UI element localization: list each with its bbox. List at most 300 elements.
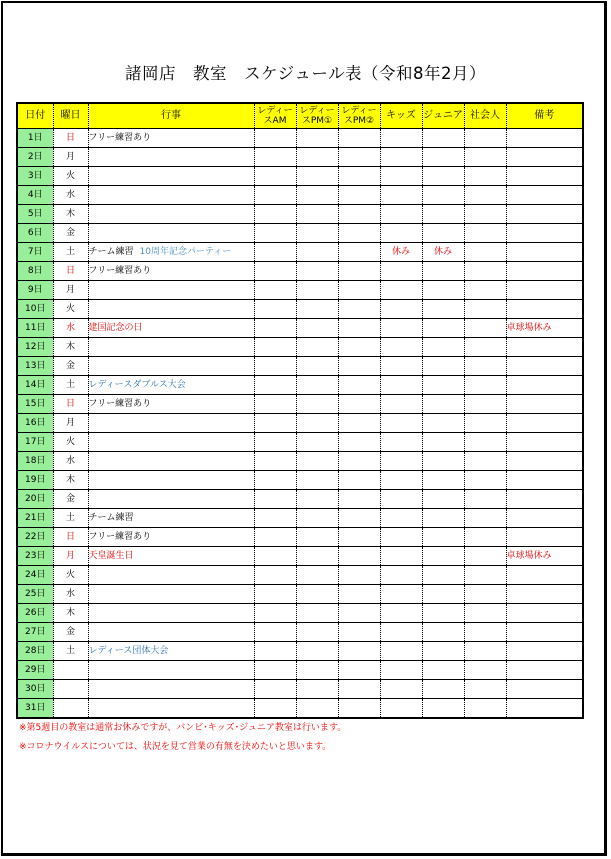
cell-ladies-pm1 <box>296 129 338 148</box>
cell-dow <box>53 661 88 680</box>
cell-junior <box>422 471 464 490</box>
table-row <box>17 338 583 357</box>
cell-ladies-pm1 <box>296 509 338 528</box>
cell-dow: 土 <box>53 243 88 262</box>
cell-ladies-pm1 <box>296 414 338 433</box>
cell-ladies-pm2 <box>338 205 380 224</box>
cell-note: 卓球場休み <box>506 547 583 566</box>
cell-dow: 金 <box>53 224 88 243</box>
cell-ladies-pm1 <box>296 167 338 186</box>
event-text: レディース団体大会 <box>88 646 169 656</box>
cell-ladies-pm2 <box>338 642 380 661</box>
cell-adult <box>464 547 506 566</box>
cell-note <box>506 224 583 243</box>
cell-ladies-pm1 <box>296 262 338 281</box>
cell-note <box>506 186 583 205</box>
cell-kids <box>380 490 422 509</box>
cell-ladies-am <box>254 452 296 471</box>
header-row <box>17 103 583 129</box>
table-row <box>17 262 583 281</box>
cell-ladies-am <box>254 566 296 585</box>
cell-date: 8日 <box>17 262 53 281</box>
cell-adult <box>464 167 506 186</box>
table-row <box>17 300 583 319</box>
cell-event <box>88 300 254 319</box>
cell-event <box>88 661 254 680</box>
cell-event <box>88 699 254 719</box>
cell-date: 24日 <box>17 566 53 585</box>
cell-event <box>88 528 254 547</box>
cell-event <box>88 547 254 566</box>
cell-event <box>88 680 254 699</box>
cell-event <box>88 452 254 471</box>
cell-dow <box>53 680 88 699</box>
cell-ladies-pm2 <box>338 129 380 148</box>
cell-ladies-am <box>254 699 296 719</box>
cell-ladies-pm1 <box>296 433 338 452</box>
cell-adult <box>464 205 506 224</box>
cell-kids <box>380 262 422 281</box>
cell-junior <box>422 319 464 338</box>
cell-ladies-pm2 <box>338 300 380 319</box>
cell-event <box>88 414 254 433</box>
cell-note <box>506 338 583 357</box>
cell-note <box>506 585 583 604</box>
cell-note <box>506 623 583 642</box>
cell-ladies-pm2 <box>338 262 380 281</box>
table-row <box>17 186 583 205</box>
cell-ladies-am <box>254 186 296 205</box>
header-kids: キッズ <box>380 103 422 129</box>
table-row <box>17 604 583 623</box>
cell-date: 3日 <box>17 167 53 186</box>
table-row <box>17 129 583 148</box>
cell-note <box>506 433 583 452</box>
table-row <box>17 585 583 604</box>
cell-adult <box>464 528 506 547</box>
cell-adult <box>464 300 506 319</box>
cell-dow: 土 <box>53 642 88 661</box>
cell-ladies-pm2 <box>338 319 380 338</box>
cell-ladies-pm2 <box>338 604 380 623</box>
cell-adult <box>464 490 506 509</box>
cell-date: 4日 <box>17 186 53 205</box>
cell-junior <box>422 433 464 452</box>
cell-adult <box>464 243 506 262</box>
cell-date: 22日 <box>17 528 53 547</box>
cell-event <box>88 281 254 300</box>
cell-kids <box>380 129 422 148</box>
cell-ladies-pm1 <box>296 376 338 395</box>
cell-ladies-pm2 <box>338 186 380 205</box>
cell-ladies-am <box>254 623 296 642</box>
table-row <box>17 148 583 167</box>
table-row <box>17 376 583 395</box>
cell-ladies-pm2 <box>338 661 380 680</box>
cell-ladies-am <box>254 281 296 300</box>
cell-kids <box>380 471 422 490</box>
cell-ladies-pm1 <box>296 566 338 585</box>
cell-ladies-am <box>254 433 296 452</box>
cell-date: 23日 <box>17 547 53 566</box>
table-row <box>17 281 583 300</box>
cell-ladies-am <box>254 490 296 509</box>
cell-ladies-pm1 <box>296 547 338 566</box>
cell-event <box>88 148 254 167</box>
cell-junior <box>422 566 464 585</box>
cell-junior <box>422 661 464 680</box>
cell-event <box>88 433 254 452</box>
cell-ladies-pm1 <box>296 281 338 300</box>
cell-event <box>88 205 254 224</box>
cell-date: 15日 <box>17 395 53 414</box>
cell-kids <box>380 357 422 376</box>
cell-junior <box>422 642 464 661</box>
cell-adult <box>464 281 506 300</box>
cell-kids <box>380 509 422 528</box>
table-row <box>17 414 583 433</box>
cell-ladies-pm2 <box>338 585 380 604</box>
cell-ladies-pm1 <box>296 243 338 262</box>
cell-ladies-am <box>254 243 296 262</box>
cell-ladies-pm2 <box>338 224 380 243</box>
cell-adult <box>464 471 506 490</box>
cell-note <box>506 243 583 262</box>
table-row <box>17 395 583 414</box>
cell-adult <box>464 509 506 528</box>
cell-adult <box>464 414 506 433</box>
header-ladies-pm2: レディー スPM② <box>338 103 380 129</box>
cell-event <box>88 224 254 243</box>
cell-junior <box>422 224 464 243</box>
cell-event <box>88 319 254 338</box>
cell-dow: 水 <box>53 319 88 338</box>
cell-adult <box>464 680 506 699</box>
cell-ladies-pm1 <box>296 490 338 509</box>
cell-adult <box>464 566 506 585</box>
cell-note <box>506 604 583 623</box>
table-row <box>17 547 583 566</box>
cell-date: 14日 <box>17 376 53 395</box>
cell-junior: 休み <box>422 243 464 262</box>
table-row <box>17 661 583 680</box>
cell-dow: 金 <box>53 357 88 376</box>
cell-kids <box>380 680 422 699</box>
cell-ladies-am <box>254 129 296 148</box>
cell-ladies-am <box>254 604 296 623</box>
event-text: 建国記念の日 <box>88 323 143 333</box>
cell-dow: 木 <box>53 471 88 490</box>
cell-ladies-pm1 <box>296 623 338 642</box>
cell-date: 18日 <box>17 452 53 471</box>
cell-ladies-pm1 <box>296 319 338 338</box>
cell-ladies-am <box>254 148 296 167</box>
cell-dow: 日 <box>53 129 88 148</box>
table-row <box>17 319 583 338</box>
cell-ladies-pm2 <box>338 528 380 547</box>
cell-date: 20日 <box>17 490 53 509</box>
cell-note <box>506 395 583 414</box>
cell-junior <box>422 262 464 281</box>
cell-date: 11日 <box>17 319 53 338</box>
cell-ladies-am <box>254 300 296 319</box>
cell-kids <box>380 167 422 186</box>
table-row <box>17 224 583 243</box>
cell-adult <box>464 376 506 395</box>
cell-date: 19日 <box>17 471 53 490</box>
cell-junior <box>422 376 464 395</box>
cell-kids <box>380 319 422 338</box>
cell-adult <box>464 395 506 414</box>
cell-dow: 水 <box>53 186 88 205</box>
cell-ladies-am <box>254 167 296 186</box>
cell-junior <box>422 452 464 471</box>
cell-note <box>506 566 583 585</box>
cell-event <box>88 186 254 205</box>
header-ladies-am: レディー スAM <box>254 103 296 129</box>
cell-kids <box>380 642 422 661</box>
cell-dow: 火 <box>53 300 88 319</box>
footnote-corona: ※コロナウイルスについては、状況を見て営業の有無を決めたいと思います。 <box>19 742 332 752</box>
cell-ladies-am <box>254 262 296 281</box>
cell-ladies-pm2 <box>338 167 380 186</box>
cell-ladies-pm2 <box>338 414 380 433</box>
table-row <box>17 205 583 224</box>
cell-date: 26日 <box>17 604 53 623</box>
cell-ladies-am <box>254 376 296 395</box>
cell-junior <box>422 547 464 566</box>
cell-ladies-am <box>254 509 296 528</box>
cell-kids <box>380 547 422 566</box>
cell-ladies-pm1 <box>296 471 338 490</box>
header-note: 備考 <box>506 103 583 129</box>
cell-event <box>88 243 254 262</box>
cell-date: 2日 <box>17 148 53 167</box>
cell-kids <box>380 699 422 719</box>
cell-event <box>88 395 254 414</box>
cell-junior <box>422 623 464 642</box>
cell-ladies-am <box>254 319 296 338</box>
cell-note <box>506 205 583 224</box>
cell-ladies-am <box>254 661 296 680</box>
table-row <box>17 490 583 509</box>
cell-junior <box>422 585 464 604</box>
cell-note <box>506 490 583 509</box>
cell-note <box>506 262 583 281</box>
cell-event <box>88 357 254 376</box>
cell-kids <box>380 585 422 604</box>
event-text: レディースダブルス大会 <box>88 380 186 390</box>
cell-junior <box>422 357 464 376</box>
cell-dow: 日 <box>53 262 88 281</box>
cell-junior <box>422 509 464 528</box>
cell-kids <box>380 566 422 585</box>
cell-note <box>506 376 583 395</box>
cell-adult <box>464 224 506 243</box>
cell-adult <box>464 642 506 661</box>
cell-dow: 月 <box>53 547 88 566</box>
cell-dow: 月 <box>53 414 88 433</box>
cell-date: 9日 <box>17 281 53 300</box>
cell-note: 卓球場休み <box>506 319 583 338</box>
cell-adult <box>464 585 506 604</box>
cell-event <box>88 338 254 357</box>
header-adult: 社会人 <box>464 103 506 129</box>
cell-kids <box>380 205 422 224</box>
cell-ladies-am <box>254 414 296 433</box>
schedule-table <box>16 102 584 719</box>
cell-ladies-pm2 <box>338 433 380 452</box>
cell-ladies-pm2 <box>338 338 380 357</box>
cell-ladies-pm2 <box>338 509 380 528</box>
table-row <box>17 566 583 585</box>
cell-date: 29日 <box>17 661 53 680</box>
event-text: 天皇誕生日 <box>88 551 134 561</box>
cell-junior <box>422 699 464 719</box>
cell-dow: 火 <box>53 433 88 452</box>
table-row <box>17 642 583 661</box>
header-dow: 曜日 <box>53 103 88 129</box>
cell-event <box>88 509 254 528</box>
cell-date: 30日 <box>17 680 53 699</box>
cell-date: 21日 <box>17 509 53 528</box>
cell-junior <box>422 414 464 433</box>
cell-dow: 月 <box>53 148 88 167</box>
cell-note <box>506 357 583 376</box>
cell-ladies-pm1 <box>296 699 338 719</box>
cell-kids <box>380 623 422 642</box>
cell-junior <box>422 129 464 148</box>
cell-date: 28日 <box>17 642 53 661</box>
cell-ladies-am <box>254 338 296 357</box>
cell-note <box>506 148 583 167</box>
cell-ladies-pm2 <box>338 490 380 509</box>
cell-kids <box>380 414 422 433</box>
cell-ladies-pm2 <box>338 376 380 395</box>
cell-dow: 日 <box>53 395 88 414</box>
cell-date: 13日 <box>17 357 53 376</box>
cell-date: 10日 <box>17 300 53 319</box>
cell-ladies-am <box>254 528 296 547</box>
cell-ladies-pm1 <box>296 528 338 547</box>
cell-event <box>88 376 254 395</box>
cell-ladies-pm1 <box>296 661 338 680</box>
cell-ladies-pm2 <box>338 395 380 414</box>
cell-junior <box>422 167 464 186</box>
cell-note <box>506 414 583 433</box>
header-event: 行事 <box>88 103 254 129</box>
cell-adult <box>464 699 506 719</box>
cell-kids <box>380 300 422 319</box>
cell-ladies-pm2 <box>338 547 380 566</box>
cell-date: 6日 <box>17 224 53 243</box>
cell-ladies-pm2 <box>338 680 380 699</box>
cell-date: 31日 <box>17 699 53 719</box>
cell-event <box>88 604 254 623</box>
cell-junior <box>422 528 464 547</box>
cell-note <box>506 471 583 490</box>
cell-junior <box>422 338 464 357</box>
cell-note <box>506 642 583 661</box>
cell-adult <box>464 357 506 376</box>
cell-adult <box>464 129 506 148</box>
cell-kids <box>380 224 422 243</box>
cell-kids <box>380 604 422 623</box>
cell-ladies-am <box>254 224 296 243</box>
cell-note <box>506 528 583 547</box>
cell-event <box>88 471 254 490</box>
cell-dow: 火 <box>53 566 88 585</box>
cell-ladies-pm1 <box>296 205 338 224</box>
page-title: 諸岡店 教室 スケジュール表（令和8年2月） <box>124 64 486 83</box>
cell-adult <box>464 452 506 471</box>
cell-note <box>506 680 583 699</box>
cell-date: 25日 <box>17 585 53 604</box>
cell-dow <box>53 699 88 719</box>
cell-ladies-pm1 <box>296 452 338 471</box>
table-row <box>17 528 583 547</box>
cell-event <box>88 490 254 509</box>
cell-adult <box>464 661 506 680</box>
cell-ladies-pm1 <box>296 585 338 604</box>
cell-dow: 火 <box>53 167 88 186</box>
table-row <box>17 623 583 642</box>
cell-dow: 水 <box>53 452 88 471</box>
cell-ladies-pm1 <box>296 300 338 319</box>
cell-ladies-pm2 <box>338 357 380 376</box>
cell-ladies-am <box>254 205 296 224</box>
cell-event <box>88 585 254 604</box>
cell-event <box>88 623 254 642</box>
cell-junior <box>422 148 464 167</box>
table-row <box>17 357 583 376</box>
cell-note <box>506 167 583 186</box>
cell-ladies-pm2 <box>338 148 380 167</box>
event-text-secondary: 10周年記念パーティー <box>139 247 232 257</box>
cell-kids <box>380 661 422 680</box>
cell-adult <box>464 319 506 338</box>
cell-note <box>506 699 583 719</box>
cell-adult <box>464 604 506 623</box>
cell-junior <box>422 300 464 319</box>
cell-ladies-pm2 <box>338 452 380 471</box>
cell-dow: 月 <box>53 281 88 300</box>
cell-date: 7日 <box>17 243 53 262</box>
cell-ladies-am <box>254 357 296 376</box>
cell-ladies-pm1 <box>296 338 338 357</box>
header-junior: ジュニア <box>422 103 464 129</box>
header-ladies-pm1: レディー スPM① <box>296 103 338 129</box>
cell-ladies-am <box>254 585 296 604</box>
cell-note <box>506 129 583 148</box>
cell-adult <box>464 262 506 281</box>
cell-kids <box>380 433 422 452</box>
cell-ladies-am <box>254 395 296 414</box>
cell-kids <box>380 395 422 414</box>
cell-dow: 土 <box>53 376 88 395</box>
cell-event <box>88 566 254 585</box>
cell-dow: 金 <box>53 623 88 642</box>
cell-ladies-pm2 <box>338 281 380 300</box>
cell-event <box>88 642 254 661</box>
table-row <box>17 452 583 471</box>
cell-date: 17日 <box>17 433 53 452</box>
cell-ladies-pm1 <box>296 148 338 167</box>
cell-junior <box>422 490 464 509</box>
cell-ladies-pm1 <box>296 395 338 414</box>
cell-ladies-pm2 <box>338 699 380 719</box>
cell-junior <box>422 680 464 699</box>
